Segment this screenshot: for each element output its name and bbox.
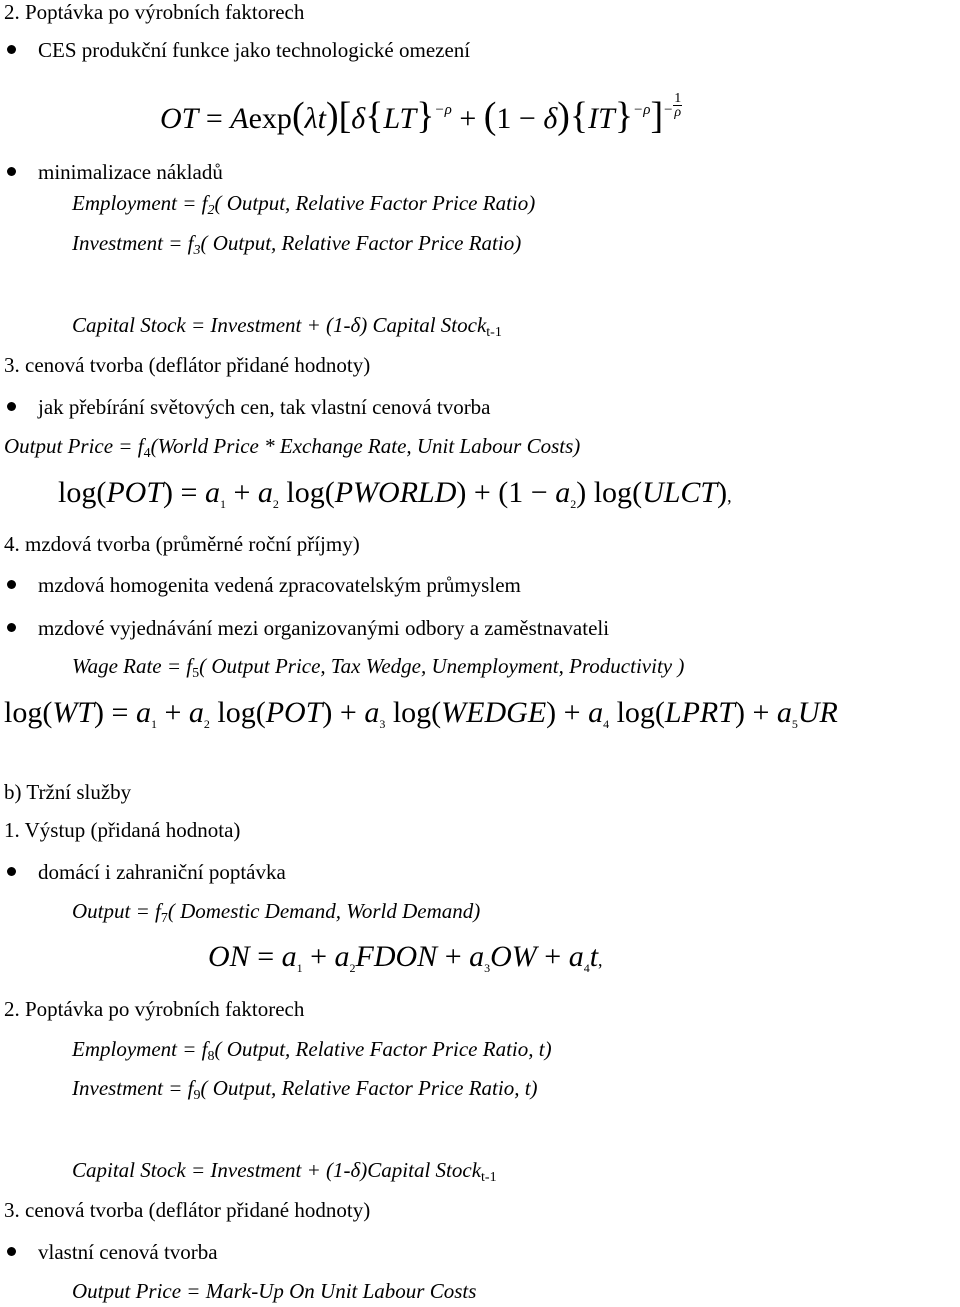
bullet-icon — [7, 580, 16, 589]
bullet-world: jak přebírání světových cen, tak vlastní cenová tvorba — [38, 395, 491, 419]
section-heading-3: 3. cenová tvorba (deflátor přidané hodnoty) — [4, 353, 371, 377]
output-line: Output = $f_7$( Domestic Demand, World Demand) — [72, 899, 481, 926]
bullet-vyjed: mzdové vyjednávání mezi organizovanými odbory a zaměstnavateli — [38, 616, 610, 640]
employment-line-2: Employment = $f_8$( Output, Relative Factor Price Ratio, t) — [72, 1037, 552, 1064]
markup-line: Output Price = Mark-Up On Unit Labour Costs — [72, 1279, 477, 1303]
wage-rate-line: Wage Rate = $f_5$( Output Price, Tax Wedge, Unemployment, Productivity ) — [72, 654, 685, 681]
bullet-icon — [7, 1247, 16, 1256]
bullet-icon — [7, 167, 16, 176]
bullet-ces: CES produkční funkce jako technologické omezení — [38, 38, 471, 62]
bullet-domestic: domácí i zahraniční poptávka — [38, 860, 286, 884]
bullet-homog: mzdová homogenita vedená zpracovatelským průmyslem — [38, 573, 521, 597]
section-heading-2: 2. Poptávka po výrobních faktorech — [4, 0, 305, 24]
equation-wt: $\log(WT) = a_1 + a_2$ $\log(POT) + a_3$ log(WEDGE) + $a_4$ log(LPRT) + $a_5UR$ — [4, 696, 838, 731]
employment-line: Employment = $f_2$( Output, Relative Factor Price Ratio) — [72, 191, 536, 218]
equation-pot: $\log(POT) = a_1 + a_2$ log(PWORLD) + $(1 - a_2)$ log(ULCT), — [58, 476, 732, 511]
section-heading-2b: 2. Poptávka po výrobních faktorech — [4, 997, 305, 1021]
bullet-icon — [7, 402, 16, 411]
capital-stock-line-2: Capital Stock = Investment + (1-δ)Capital Stock$_{t-1}$ — [72, 1158, 497, 1185]
section-heading-4: 4. mzdová tvorba (průměrné roční příjmy) — [4, 532, 360, 556]
equation-on: ON = $a_1$ + $a_2FDON + a_3OW + a_4t$, — [208, 940, 603, 975]
capital-stock-line: Capital Stock = Investment + (1-δ) Capital Stock$_{t-1}$ — [72, 313, 502, 340]
investment-line: Investment = $f_3$( Output, Relative Factor Price Ratio) — [72, 231, 522, 258]
output-price-line: Output Price = $f_4(World$ Price * Exchange Rate, Unit Labour Costs) — [4, 434, 581, 461]
investment-line-2: Investment = $f_9$( Output, Relative Factor Price Ratio, t) — [72, 1076, 538, 1103]
section-heading-1: 1. Výstup (přidaná hodnota) — [4, 818, 241, 842]
bullet-icon — [7, 45, 16, 54]
equation-ces: OT = Aexp(λt)[δ{LT}$^{-\rho}$ + (1 − δ){IT}$^{-\rho}$]− $\frac{1}{\rho}$ — [160, 91, 682, 137]
bullet-min: minimalizace nákladů — [38, 160, 223, 184]
section-heading-b: b) Tržní služby — [4, 780, 132, 804]
section-heading-3b: 3. cenová tvorba (deflátor přidané hodnoty) — [4, 1198, 371, 1222]
bullet-own: vlastní cenová tvorba — [38, 1240, 218, 1264]
bullet-icon — [7, 623, 16, 632]
bullet-icon — [7, 867, 16, 876]
